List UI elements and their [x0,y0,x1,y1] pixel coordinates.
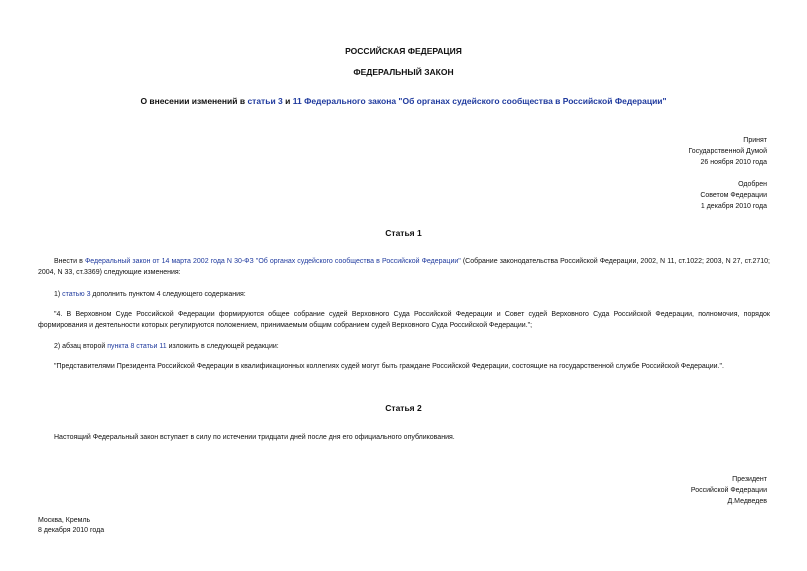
item1-link[interactable]: статью 3 [62,291,91,298]
title-prefix: О внесении изменений в [140,96,248,106]
signature-title: Президент [732,476,767,483]
title-link-article11[interactable]: 11 Федерального закона "Об органах судейского сообщества в Российской Федерации" [292,96,667,106]
accepted-date: 26 ноября 2010 года [700,159,767,166]
place-date-block [38,516,104,536]
intro-before: Внести в [54,258,85,265]
adoption-block [688,135,767,212]
article2-heading: Статья 2 [385,403,422,413]
accepted-by: Государственной Думой [688,148,767,155]
article1-intro [38,256,770,278]
article1-item1-quote: "4. В Верховном Суде Российской Федерации формируются общее собрание судей Верховного Суда Российской Федерации и Совет судей Верховного Суда Российской Федерации, полномочия, порядок формирования и деятельности которых регулируются положением, принимаемым общим собранием судей Верховного Суда Российской Федерации."; [38,311,770,329]
date: 8 декабря 2010 года [38,527,105,534]
article1-item2-quote: "Представителями Президента Российской Федерации в квалификационных коллегиях судей могут быть граждане Российской Федерации, состоящие на государственной службе Российской Федерации.". [54,363,724,370]
item2-before: 2) абзац второй [54,343,108,350]
place: Москва, Кремль [38,517,91,524]
title-link-article3[interactable]: статьи 3 [247,96,283,106]
item1-num: 1) [54,291,63,298]
law-title [0,96,807,106]
title-middle: и [282,96,293,106]
signature-block [691,474,767,507]
article1-heading: Статья 1 [385,228,422,238]
signature-of: Российской Федерации [690,487,767,494]
item2-rest: изложить в следующей редакции: [166,343,279,350]
item1-rest: дополнить пунктом 4 следующего содержания: [90,291,246,298]
signature-name: Д.Медведев [727,498,767,505]
doc-type-heading: ФЕДЕРАЛЬНЫЙ ЗАКОН [353,67,454,77]
item2-link[interactable]: пункта 8 статьи 11 [107,343,167,350]
country-heading: РОССИЙСКАЯ ФЕДЕРАЦИЯ [345,46,462,56]
accepted-label: Принят [743,137,767,144]
approved-date: 1 декабря 2010 года [700,203,767,210]
article2-text: Настоящий Федеральный закон вступает в силу по истечении тридцати дней после дня его официального опубликования. [54,434,455,441]
intro-law-link[interactable]: Федеральный закон от 14 марта 2002 года N 30-ФЗ "Об органах судейского сообщества в Российской Федерации" [84,258,461,265]
approved-label: Одобрен [738,181,767,188]
intro-after: (Собрание законодательства Российской Федерации, 2002, N 11, ст.1022; 2003, N 27, ст.2710; 2004, N 33, ст.3369) следующие изменения: [38,258,770,276]
article1-item1 [38,289,770,300]
approved-by: Советом Федерации [700,192,767,199]
article1-item2 [38,341,770,352]
